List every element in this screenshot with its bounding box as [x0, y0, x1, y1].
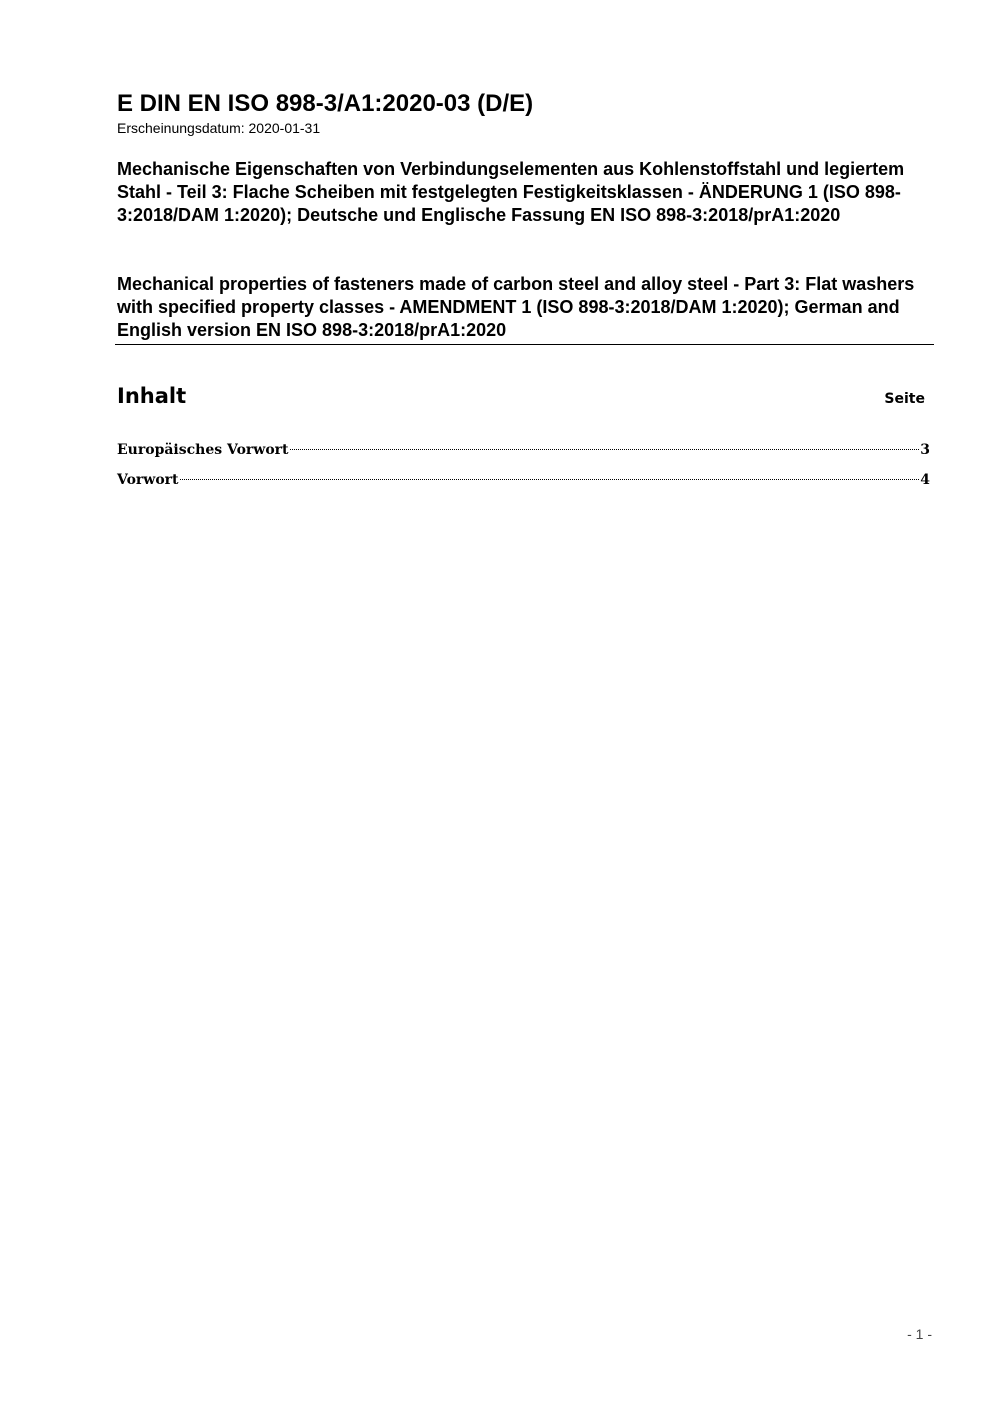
- page-number: - 1 -: [907, 1326, 932, 1342]
- toc-entry-page: 4: [920, 472, 930, 488]
- toc-dot-leader: [290, 449, 920, 450]
- toc-dot-leader: [180, 479, 920, 480]
- toc-entry-title: Europäisches Vorwort: [117, 442, 289, 458]
- document-header: [117, 88, 934, 136]
- toc-entry-title: Vorwort: [117, 472, 179, 488]
- toc-entry-page: 3: [920, 442, 930, 458]
- title-german: Mechanische Eigenschaften von Verbindungselementen aus Kohlenstoffstahl und legiertem Stahl - Teil 3: Flache Scheiben mit festgelegten Festigkeitsklassen - ÄNDERUNG 1 (ISO 898-3:2018/DAM 1:2020); Deutsche und Englische Fassung EN ISO 898-3:2018/prA1:2020: [117, 159, 905, 225]
- toc-entry-europaeisches-vorwort[interactable]: [117, 440, 930, 470]
- toc-entry-vorwort[interactable]: [117, 470, 930, 500]
- title-english: Mechanical properties of fasteners made of carbon steel and alloy steel - Part 3: Flat washers with specified property classes - AMENDMENT 1 (ISO 898-3:2018/DAM 1:2020); German and English version EN ISO 898-3:2018/prA1:2020: [117, 274, 915, 340]
- toc-list: [117, 440, 930, 500]
- title-divider: [115, 344, 934, 345]
- release-date: Erscheinungsdatum: 2020-01-31: [117, 120, 321, 136]
- toc-heading: Inhalt: [117, 384, 187, 408]
- document-title: E DIN EN ISO 898-3/A1:2020-03 (D/E): [117, 90, 534, 117]
- toc-page-column-label: Seite: [884, 391, 925, 407]
